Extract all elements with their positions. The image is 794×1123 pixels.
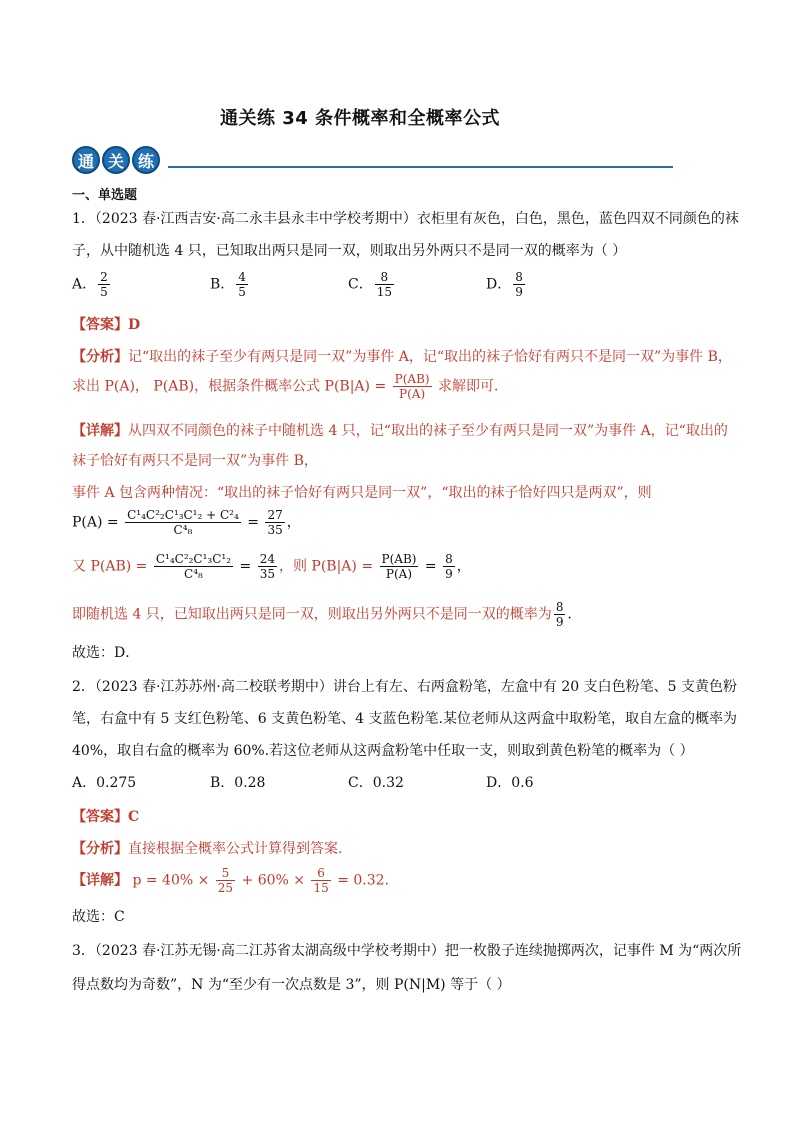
q1-detail-line-1: 【详解】从四双不同颜色的袜子中随机选 4 只，记“取出的袜子至少有两只是同一双”为事件 A，记“取出的	[72, 423, 728, 439]
q3-stem-line-2: 得点数均为奇数”，N 为“至少有一次点数是 3”，则 P(N|M) 等于（ ）	[72, 977, 511, 993]
q1-analysis-line-1: 【分析】记“取出的袜子至少有两只是同一双”为事件 A，记“取出的袜子恰好有两只不是同一双”为事件 B，	[72, 349, 732, 365]
q1-detail-line-3: 事件 A 包含两种情况：“取出的袜子恰好有两只是同一双”，“取出的袜子恰好四只是两双”，则	[72, 485, 652, 501]
header-divider	[168, 166, 673, 168]
q3-stem-line-1: 3．（2023 春·江苏无锡·高二江苏省太湖高级中学校考期中）把一枚骰子连续抛掷两次，记事件 M 为“两次所	[72, 943, 742, 959]
logo-char-3: 练	[132, 146, 160, 174]
q2-analysis: 【分析】直接根据全概率公式计算得到答案.	[72, 841, 343, 857]
q2-option-d: D．0.6	[486, 775, 534, 791]
q2-stem-line-2: 笔，右盒中有 5 支红色粉笔、6 支黄色粉笔、4 支蓝色粉笔.某位老师从这两盒中取粉笔，取自左盒的概率为	[72, 711, 737, 727]
logo-badge	[72, 146, 160, 174]
q2-option-a: A．0.275	[72, 775, 137, 791]
q1-detail-line-2: 袜子恰好有两只不是同一双”为事件 B，	[72, 453, 318, 469]
q1-option-a: A． $\frac{2}{5}$	[72, 270, 108, 299]
q1-formula-pab: 又 P(AB) = $\frac{\text{C¹₄C²₂C¹₃C¹₂}}{\text{C⁴₈}}$ = $\frac{24}{35}$ ，则 P(B|A) = $\frac{P(AB)}{P(A)}$ = $\frac{8}{9}$ ，	[72, 552, 471, 581]
q2-option-b: B．0.28	[210, 775, 266, 791]
page-title: 通关练 34 条件概率和全概率公式	[219, 108, 501, 129]
q2-stem-line-1: 2．（2023 春·江苏苏州·高二校联考期中）讲台上有左、右两盒粉笔，左盒中有 20 支白色粉笔、5 支黄色粉	[72, 679, 737, 695]
logo-char-2: 关	[102, 146, 130, 174]
q1-conclusion: 即随机选 4 只，已知取出两只是同一双，则取出另外两只不是同一双的概率为 $\frac{8}{9}$ ．	[72, 600, 582, 629]
q1-stem-line-1: 1．（2023 春·江西吉安·高二永丰县永丰中学校考期中）衣柜里有灰色，白色，黑色，蓝色四双不同颜色的袜	[72, 211, 739, 227]
q2-answer: 【答案】C	[72, 809, 140, 825]
q1-option-b: B． $\frac{4}{5}$	[210, 270, 246, 299]
q1-option-c: C． $\frac{8}{15}$	[348, 270, 392, 299]
q2-stem-line-3: 40%，取自右盒的概率为 60%.若这位老师从这两盒粉笔中任取一支，则取到黄色粉笔的概率为（ ）	[72, 743, 694, 759]
q2-final: 故选：C	[72, 909, 125, 925]
q1-option-d: D． $\frac{8}{9}$	[486, 270, 523, 299]
q1-analysis-line-2: 求出 P(A)， P(AB)，根据条件概率公式 P(B|A) = $\frac{P(AB)}{P(A)}$ 求解即可．	[72, 372, 509, 401]
q1-answer: 【答案】D	[72, 317, 141, 333]
logo-char-1: 通	[72, 146, 100, 174]
q1-final: 故选：D．	[72, 645, 140, 661]
q2-option-c: C．0.32	[348, 775, 404, 791]
q1-stem-line-2: 子，从中随机选 4 只，已知取出两只是同一双，则取出另外两只不是同一双的概率为（ ）	[72, 243, 627, 259]
q1-formula-pa: P(A) = $\frac{\text{C¹₄C²₂C¹₃C¹₂ + C²₄}}{\text{C⁴₈}}$ = $\frac{27}{35}$ ，	[72, 508, 301, 537]
section-heading: 一、单选题	[72, 188, 138, 203]
q2-detail: 【详解】 p = 40% × $\frac{5}{25}$ + 60% × $\frac{6}{15}$ = 0.32.	[72, 866, 390, 895]
